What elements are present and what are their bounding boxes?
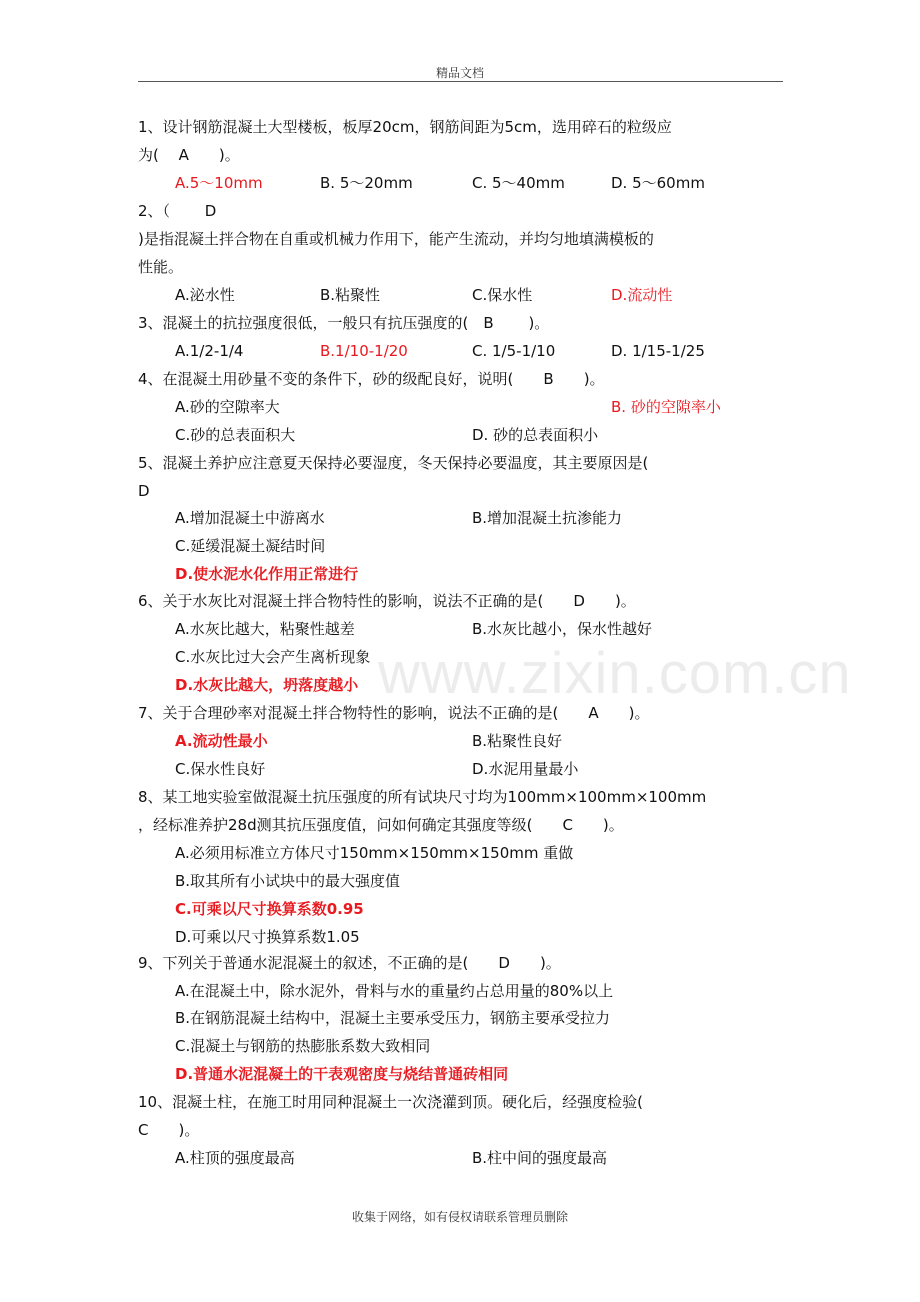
q1-stem-line1: 1、设计钢筋混凝土大型楼板，板厚20cm，钢筋间距为5cm，选用碎石的粒级应 [138, 118, 672, 136]
q8-stem-line2: ，经标准养护28d测其抗压强度值，问如何确定其强度等级( C )。 [138, 816, 624, 834]
q3-option-d: D. 1/15-1/25 [611, 342, 705, 360]
q5-option-b: B.增加混凝土抗渗能力 [472, 509, 623, 527]
q4-option-d: D. 砂的总表面积小 [472, 426, 599, 444]
q1-option-d: D. 5～60mm [611, 174, 705, 192]
q7-stem: 7、关于合理砂率对混凝土拌合物特性的影响，说法不正确的是( A )。 [138, 704, 650, 722]
q6-option-a: A.水灰比越大，粘聚性越差 [175, 620, 355, 638]
q6-option-b: B.水灰比越小，保水性越好 [472, 620, 653, 638]
q8-option-b: B.取其所有小试块中的最大强度值 [175, 872, 401, 890]
q10-stem-line2: C )。 [138, 1121, 200, 1139]
q5-stem-line1: 5、混凝土养护应注意夏天保持必要湿度，冬天保持必要温度，其主要原因是( [138, 454, 649, 472]
q4-option-a: A.砂的空隙率大 [175, 398, 280, 416]
q5-option-a: A.增加混凝土中游离水 [175, 509, 325, 527]
q8-option-c: C.可乘以尺寸换算系数0.95 [175, 900, 364, 918]
q1-option-c: C. 5～40mm [472, 174, 565, 192]
q6-option-d: D.水灰比越大，坍落度越小 [175, 676, 359, 694]
q9-option-c: C.混凝土与钢筋的热膨胀系数大致相同 [175, 1037, 431, 1055]
q6-option-c: C.水灰比过大会产生离析现象 [175, 648, 371, 666]
q6-stem: 6、关于水灰比对混凝土拌合物特性的影响，说法不正确的是( D )。 [138, 592, 636, 610]
q7-option-c: C.保水性良好 [175, 760, 266, 778]
q9-stem: 9、下列关于普通水泥混凝土的叙述，不正确的是( D )。 [138, 954, 561, 972]
q10-stem-line1: 10、混凝土柱，在施工时用同种混凝土一次浇灌到顶。硬化后，经强度检验( [138, 1093, 643, 1111]
q9-option-b: B.在钢筋混凝土结构中，混凝土主要承受压力，钢筋主要承受拉力 [175, 1009, 611, 1027]
q2-option-b: B.粘聚性 [320, 286, 381, 304]
q4-stem: 4、在混凝土用砂量不变的条件下，砂的级配良好，说明( B )。 [138, 370, 605, 388]
q5-option-c: C.延缓混凝土凝结时间 [175, 537, 326, 555]
header-divider [138, 81, 783, 82]
q10-option-a: A.柱顶的强度最高 [175, 1149, 295, 1167]
watermark: www.zixin.com.cn [378, 641, 852, 706]
q2-stem-line3: 性能。 [138, 258, 184, 276]
q2-stem-line1: 2、（ D [138, 202, 217, 220]
q10-option-b: B.柱中间的强度最高 [472, 1149, 608, 1167]
q8-option-a: A.必须用标准立方体尺寸150mm×150mm×150mm 重做 [175, 844, 574, 862]
q2-stem-line2: )是指混凝土拌合物在自重或机械力作用下，能产生流动，并均匀地填满模板的 [138, 230, 654, 248]
q5-option-d: D.使水泥水化作用正常进行 [175, 565, 359, 583]
q1-stem-line2: 为( A )。 [138, 146, 240, 164]
q8-option-d: D.可乘以尺寸换算系数1.05 [175, 928, 360, 946]
q7-option-b: B.粘聚性良好 [472, 732, 563, 750]
page-header: 精品文档 [435, 66, 484, 80]
q9-option-d: D.普通水泥混凝土的干表观密度与烧结普通砖相同 [175, 1065, 509, 1083]
q2-option-a: A.泌水性 [175, 286, 235, 304]
q3-option-c: C. 1/5-1/10 [472, 342, 556, 360]
q1-option-b: B. 5～20mm [320, 174, 413, 192]
q1-option-a: A.5～10mm [175, 174, 263, 192]
q4-option-b: B. 砂的空隙率小 [611, 398, 721, 416]
q2-option-d: D.流动性 [611, 286, 673, 304]
q3-option-a: A.1/2-1/4 [175, 342, 244, 360]
q7-option-d: D.水泥用量最小 [472, 760, 579, 778]
q5-stem-line2: D [138, 482, 150, 500]
q8-stem-line1: 8、某工地实验室做混凝土抗压强度的所有试块尺寸均为100mm×100mm×100mm [138, 788, 707, 806]
page-footer: 收集于网络，如有侵权请联系管理员删除 [351, 1210, 568, 1224]
q2-option-c: C.保水性 [472, 286, 533, 304]
q9-option-a: A.在混凝土中，除水泥外，骨料与水的重量约占总用量的80%以上 [175, 982, 614, 1000]
q3-option-b: B.1/10-1/20 [320, 342, 408, 360]
q4-option-c: C.砂的总表面积大 [175, 426, 296, 444]
q7-option-a: A.流动性最小 [175, 732, 268, 750]
q3-stem: 3、混凝土的抗拉强度很低，一般只有抗压强度的( B )。 [138, 314, 550, 332]
